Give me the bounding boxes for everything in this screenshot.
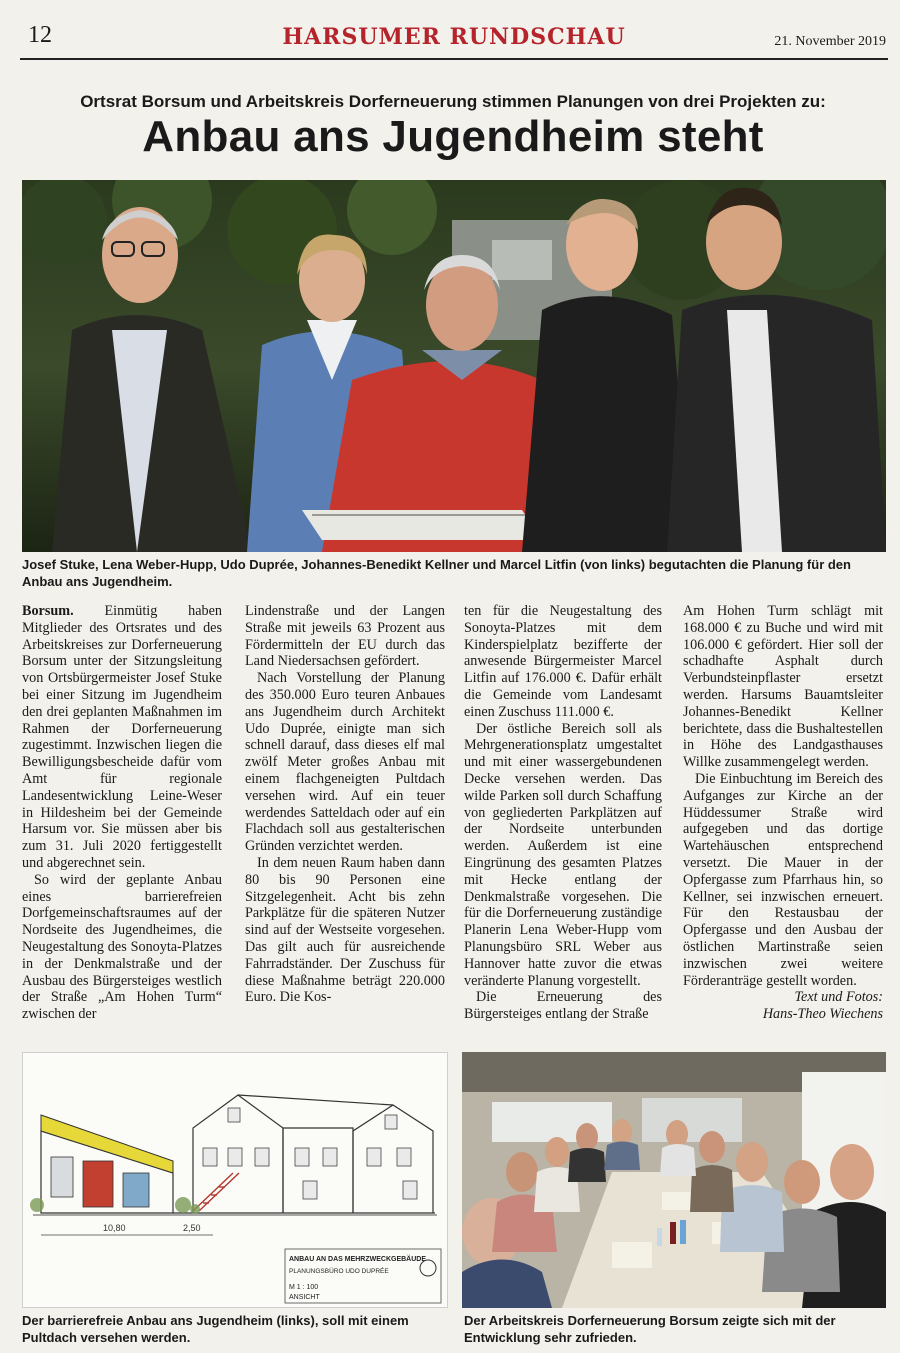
masthead xyxy=(20,18,888,60)
architectural-plan xyxy=(22,1052,448,1308)
paragraph: In dem neuen Raum haben dann 80 bis 90 Personen eine Sitzgelegenheit. Acht bis zehn Parkplätze für die späteren Nutzer sind auf der Westseite vorgesehen. Das gilt auch für ausreichende Fahrradständer. Der Zuschuss für diese Maßnahme beträgt 220.000 Euro. Die Kos- xyxy=(245,854,445,1006)
dimension-right: 2,50 xyxy=(183,1223,201,1233)
paragraph-text: Einmütig haben Mitglieder des Ortsrates und des Arbeitskreises zur Dorferneuerung Borsum unter der Sitzungsleitung von Ortsbürgermeister Josef Stuke bei einer Sitzung im Jugendheim den drei geplanten Maßnahmen im Rahmen der Dorferneuerung zugestimmt. Inzwischen liegen die Bewilligungsbescheide dafür vom Amt für regionale Landesentwicklung Leine-Weser in Hildesheim bei der Gemeinde Harsum vor. Sie müssen aber bis zum 31. Juli 2020 fertiggestellt und abgerechnet sein. xyxy=(22,603,223,871)
photo-credit xyxy=(683,989,883,1023)
paragraph xyxy=(22,603,222,872)
main-photo-caption: Josef Stuke, Lena Weber-Hupp, Udo Duprée, Johannes-Benedikt Kellner und Marcel Litfin (von links) begutachten die Planung für den Anbau ans Jugendheim. xyxy=(22,557,851,589)
article-column-4 xyxy=(683,603,883,1023)
meeting-caption: Der Arbeitskreis Dorferneuerung Borsum zeigte sich mit der Entwicklung sehr zufrieden. xyxy=(464,1313,836,1345)
paragraph: ten für die Neugestaltung des Sonoyta-Platzes mit dem Kinderspielplatz bezifferte der anwesende Bürgermeister Marcel Litfin auf 176.000 €. Dafür erhält die Gemeinde vom Landesamt einen Zuschuss 111.000 €. xyxy=(464,603,662,720)
paragraph: Am Hohen Turm schlägt mit 168.000 € zu Buche und wird mit 106.000 € gefördert. Hier soll der schadhafte Asphalt durch Verbundsteinpflaster ersetzt werden. Harsums Bauamtsleiter Johannes-Benedikt Kellner berichtete, dass die Bushaltestellen in Höhe des Landgasthauses Willke zusammengelegt werden. xyxy=(683,603,883,771)
article-column-2 xyxy=(245,603,445,1006)
paragraph: Nach Vorstellung der Planung des 350.000 Euro teuren Anbaues ans Jugendheim durch Architekt Udo Duprée, einigte man sich schnell darauf, dass dieses elf mal zwölf Meter großes Anbau mit einem flachgeneigten Pultdach versehen wird. Auf ein teuer werdendes Satteldach oder auf ein Flachdach soll aus gestalterischen Gründen verzichtet werden. xyxy=(245,670,445,855)
meeting-photo xyxy=(462,1052,886,1308)
newspaper-name: HARSUMER RUNDSCHAU xyxy=(282,24,626,50)
group-photo xyxy=(22,180,886,552)
paragraph: Die Erneuerung des Bürgersteiges entlang der Straße xyxy=(464,989,662,1023)
paragraph: Die Einbuchtung im Bereich des Aufganges zur Kirche an der Hüddessumer Straße wird aufgegeben und das dortige Wartehäuschen entsprechend versetzt. Die Mauer in der Opfergasse zum Pfarrhaus hin, so Kellner, sei inzwischen erneuert. Für den Restausbau der Opfergasse und den Ausbau der östlichen Martinstraße seien inzwischen zwei weitere Förderanträge gestellt worden. xyxy=(683,770,883,989)
issue-date: 21. November 2019 xyxy=(774,34,886,49)
article-kicker: Ortsrat Borsum und Arbeitskreis Dorferneuerung stimmen Planungen von drei Projekten zu: xyxy=(80,92,826,111)
article-headline: Anbau ans Jugendheim steht xyxy=(142,112,764,161)
plan-title-line-1: ANBAU AN DAS MEHRZWECKGEBÄUDE xyxy=(289,1256,427,1263)
plan-view-label: ANSICHT xyxy=(289,1294,320,1301)
dimension-left: 10,80 xyxy=(103,1223,126,1233)
plan-caption: Der barrierefreie Anbau ans Jugendheim (links), soll mit einem Pultdach versehen werden. xyxy=(22,1313,409,1345)
paragraph: So wird der geplante Anbau eines barrierefreien Dorfgemeinschaftsraumes auf der Nordseite des Jugendheimes, die Neugestaltung des Sonoyta-Platzes in der Denkmalstraße und der Ausbau des Bürgersteiges westlich der Straße „Am Hohen Turm“ zwischen der xyxy=(22,871,222,1023)
plan-scale: M 1 : 100 xyxy=(289,1284,319,1291)
article-column-3 xyxy=(464,603,662,1023)
plan-title-line-2: PLANUNGSBÜRO UDO DUPRÉE xyxy=(289,1268,389,1275)
article-column-1 xyxy=(22,603,222,1023)
dateline: Borsum. xyxy=(22,603,74,619)
page-number: 12 xyxy=(28,22,52,48)
paragraph: Lindenstraße und der Langen Straße mit jeweils 63 Prozent aus Fördermitteln der EU durch das Land Niedersachsen gefördert. xyxy=(245,603,445,670)
paragraph: Der östliche Bereich soll als Mehrgenerationsplatz umgestaltet und mit einer wassergebundenen Decke versehen werden. Das wilde Parken soll durch Schaffung von gegliederten Parkplätzen auf der Nordseite unterbunden werden. Außerdem ist eine Eingrünung des gesamten Platzes mit Hecke entlang der Denkmalstraße vorgesehen. Die für die Dorferneuerung zuständige Planerin Lena Weber-Hupp vom Planungsbüro SRL Weber aus Hannover hatte zuvor die etwas veränderte Planung vorgestellt. xyxy=(464,720,662,989)
credit-author: Hans-Theo Wiechens xyxy=(762,1006,883,1023)
credit-label: Text und Fotos: xyxy=(794,989,883,1006)
